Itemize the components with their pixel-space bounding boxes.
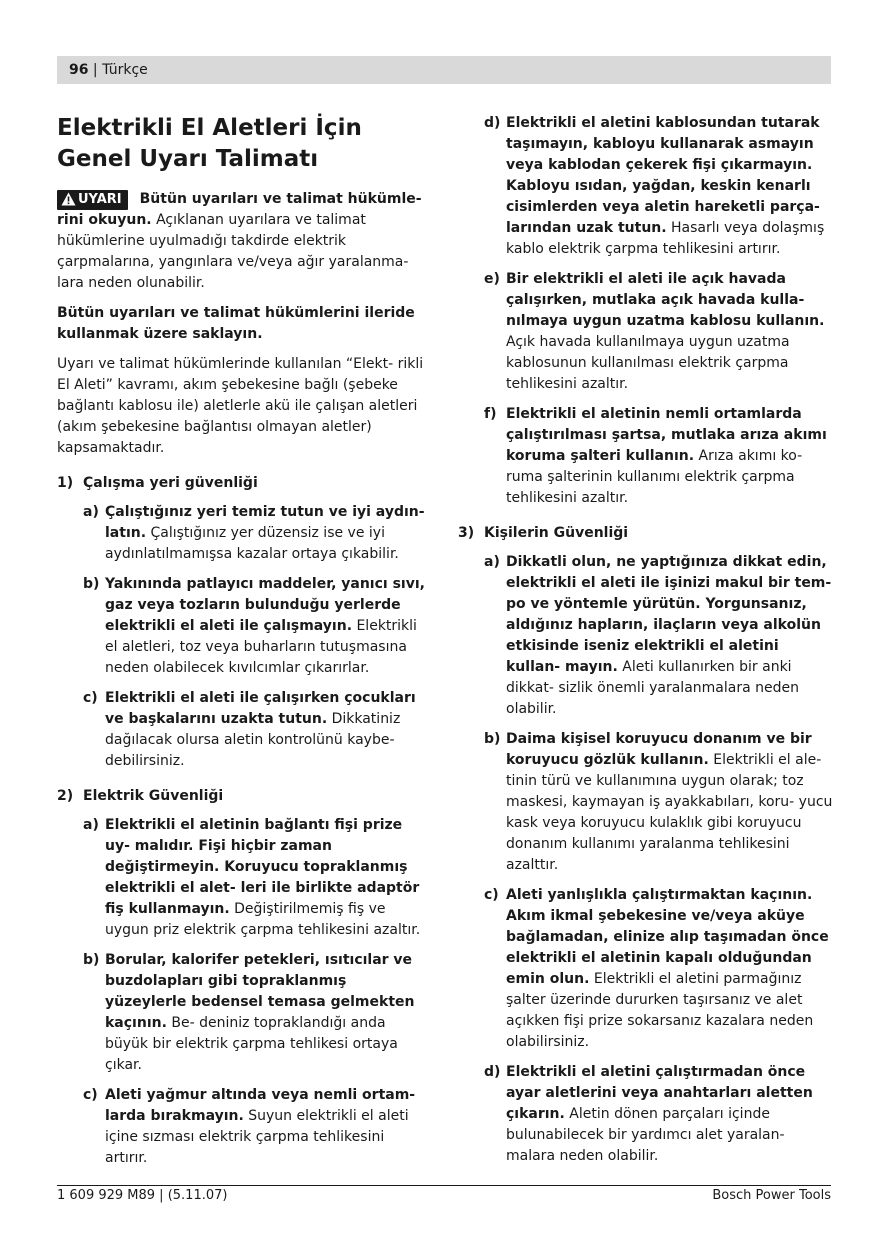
item-letter: a) — [83, 817, 99, 833]
item-bold: Bir elektrikli el aleti ile açık havada çalışırken, mutlaka açık havada kulla- nılmaya uygun uzatma kablosu kullanın. — [506, 271, 825, 329]
section-heading — [57, 786, 429, 807]
item-letter: c) — [83, 1087, 98, 1103]
item-bold: Aleti yanlışlıkla çalıştırmaktan kaçının. Akım ikmal şebekesine ve/veya aküye bağlamadan, elinize alıp taşımadan önce elektrikli el aletinin kapalı olduğundan emin olun. — [506, 887, 829, 987]
item-letter: d) — [484, 1064, 501, 1080]
item-bold: Elektrikli el aletinin bağlantı fişi prize uy- malıdır. Fişi hiçbir zaman değiştirmeyin. Koruyucu topraklanmış elektrikli el alet- leri ile birlikte adaptör fiş kullanmayın. — [105, 817, 420, 917]
item-letter: e) — [484, 271, 500, 287]
section-title: Elektrik Güvenliği — [83, 788, 224, 804]
item-letter: c) — [484, 887, 499, 903]
item-letter: a) — [484, 554, 500, 570]
right-column — [458, 113, 833, 1176]
item-text: Değiştirilmemiş fiş ve uygun priz elektrik çarpma tehlikesini azaltır. — [105, 901, 421, 938]
item-bold: Dikkatli olun, ne yaptığınıza dikkat edin, elektrikli el aleti ile işinizi makul bir tem- po ve yöntemle yürütün. Yorgunsanız, aldığınız hapların, ilaçların veya alkolün etkisinde iseniz elektrikli el aletini kullan- mayın. — [506, 554, 832, 675]
list-item — [57, 688, 429, 772]
item-text: Elektrikli el aletini parmağınız şalter üzerinde dururken taşırsanız ve alet açıkken fişi prize sokarsanız kazalara neden olabilirsiniz. — [506, 971, 814, 1050]
item-letter: a) — [83, 504, 99, 520]
section-heading — [57, 473, 429, 494]
item-text: Elektrikli el aletleri, toz veya buharların tutuşmasına neden olabilecek kıvılcımlar çıkarırlar. — [105, 618, 417, 676]
item-letter: c) — [83, 690, 98, 706]
section-title: Kişilerin Güvenliği — [484, 525, 629, 541]
warning-badge-label: UYARI — [78, 192, 122, 207]
section-number: 2) — [57, 788, 74, 804]
item-bold: Daima kişisel koruyucu donanım ve bir koruyucu gözlük kullanın. — [506, 731, 812, 768]
item-letter: b) — [83, 576, 100, 592]
item-letter: f) — [484, 406, 497, 422]
list-item — [458, 885, 833, 1053]
item-text: Açık havada kullanılmaya uygun uzatma kablosunun kullanılması elektrik çarpma tehlikesini azaltır. — [506, 334, 790, 392]
section-number: 1) — [57, 475, 74, 491]
definition-paragraph: Uyarı ve talimat hükümlerinde kullanılan “Elekt- rikli El Aleti” kavramı, akım şebekesine bağlı (şebeke bağlantı kablosu ile) aletlerle akü ile çalışan aletleri (akım şebekesine bağlantısı olmayan aletler) kapsamaktadır. — [57, 356, 424, 456]
header-separator: | — [88, 62, 103, 78]
list-item — [458, 404, 833, 509]
warning-triangle-icon — [61, 192, 76, 206]
section-number: 3) — [458, 525, 475, 541]
footer-doc-id: 1 609 929 M89 | (5.11.07) — [57, 1188, 228, 1203]
list-item — [458, 729, 833, 876]
item-bold: Çalıştığınız yeri temiz tutun ve iyi aydın- latın. — [105, 504, 425, 541]
list-item — [57, 574, 429, 679]
item-bold: Borular, kalorifer petekleri, ısıtıcılar ve buzdolapları gibi topraklanmış yüzeylerle bedensel temasa gelmekten kaçının. — [105, 952, 415, 1031]
item-text: Aleti kullanırken bir anki dikkat- sizlik önemli yaralanmalara neden olabilir. — [506, 659, 799, 717]
page-title: Elektrikli El Aletleri İçin Genel Uyarı Talimatı — [57, 115, 362, 172]
intro-text: Açıklanan uyarılara ve talimat hükümlerine uyulmadığı takdirde elektrik çarpmalarına, yangınlara ve/veya ağır yaralanma- lara neden olunabilir. — [57, 212, 409, 291]
list-item — [458, 1062, 833, 1167]
item-bold: Elektrikli el aletinin nemli ortamlarda çalıştırılması şartsa, mutlaka arıza akımı koruma şalteri kullanın. — [506, 406, 827, 464]
section-title: Çalışma yeri güvenliği — [83, 475, 258, 491]
footer-divider — [57, 1185, 831, 1186]
list-item — [57, 950, 429, 1076]
list-item — [458, 113, 833, 260]
header-language: Türkçe — [102, 62, 148, 78]
keep-instructions-text: Bütün uyarıları ve talimat hükümlerini ileride kullanmak üzere saklayın. — [57, 305, 415, 342]
item-text: Elektrikli el ale- tinin türü ve kullanımına uygun olarak; toz maskesi, kaymayan iş ayakkabıları, koru- yucu kask veya koruyucu kulaklık gibi koruyucu donanım kullanımı yaralanma tehlikesini azalttır. — [506, 752, 833, 873]
page-header — [57, 56, 831, 84]
item-text: Dikkatiniz dağılacak olursa aletin kontrolünü kaybe- debilirsiniz. — [105, 711, 401, 769]
item-text: Çalıştığınız yer düzensiz ise ve iyi aydınlatılmamışsa kazalar ortaya çıkabilir. — [105, 525, 399, 562]
item-text: Be- deniniz topraklandığı anda büyük bir elektrik çarpma tehlikesi ortaya çıkar. — [105, 1015, 398, 1073]
list-item — [57, 502, 429, 565]
item-letter: b) — [484, 731, 501, 747]
list-item — [57, 1085, 429, 1169]
intro-warning — [57, 189, 429, 294]
item-bold: Yakınında patlayıcı maddeler, yanıcı sıvı, gaz veya tozların bulunduğu yerlerde elektrikli el aleti ile çalışmayın. — [105, 576, 425, 634]
page-number: 96 — [69, 62, 89, 78]
item-text: Arıza akımı ko- ruma şalterinin kullanımı elektrik çarpma tehlikesini azaltır. — [506, 448, 803, 506]
item-text: Hasarlı veya dolaşmış kablo elektrik çarpma tehlikesini artırır. — [506, 220, 825, 257]
list-item — [458, 269, 833, 395]
footer-brand: Bosch Power Tools — [712, 1188, 831, 1203]
item-text: Suyun elektrikli el aleti içine sızması elektrik çarpma tehlikesini artırır. — [105, 1108, 409, 1166]
section-heading — [458, 523, 833, 544]
item-bold: Elektrikli el aleti ile çalışırken çocukları ve başkalarını uzakta tutun. — [105, 690, 416, 727]
keep-instructions — [57, 303, 429, 345]
item-text: Aletin dönen parçaları içinde bulunabilecek bir yardımcı alet yaralan- malara neden olabilir. — [506, 1106, 785, 1164]
item-letter: d) — [484, 115, 501, 131]
item-bold: Elektrikli el aletini çalıştırmadan önce ayar aletlerini veya anahtarları aletten çıkarın. — [506, 1064, 813, 1122]
list-item — [458, 552, 833, 720]
warning-badge — [57, 190, 128, 210]
item-bold: Elektrikli el aletini kablosundan tutarak taşımayın, kabloyu kullanarak asmayın veya kablodan çekerek fişi çıkarmayın. Kabloyu ısıdan, yağdan, keskin kenarlı cisimlerden veya aletin hareketli parça- larından uzak tutun. — [506, 115, 820, 236]
item-bold: Aleti yağmur altında veya nemli ortam- larda bırakmayın. — [105, 1087, 416, 1124]
list-item — [57, 815, 429, 941]
intro-bold: Bütün uyarıları ve talimat hükümle- rini okuyun. — [57, 191, 422, 228]
item-letter: b) — [83, 952, 100, 968]
left-column — [57, 113, 429, 1178]
